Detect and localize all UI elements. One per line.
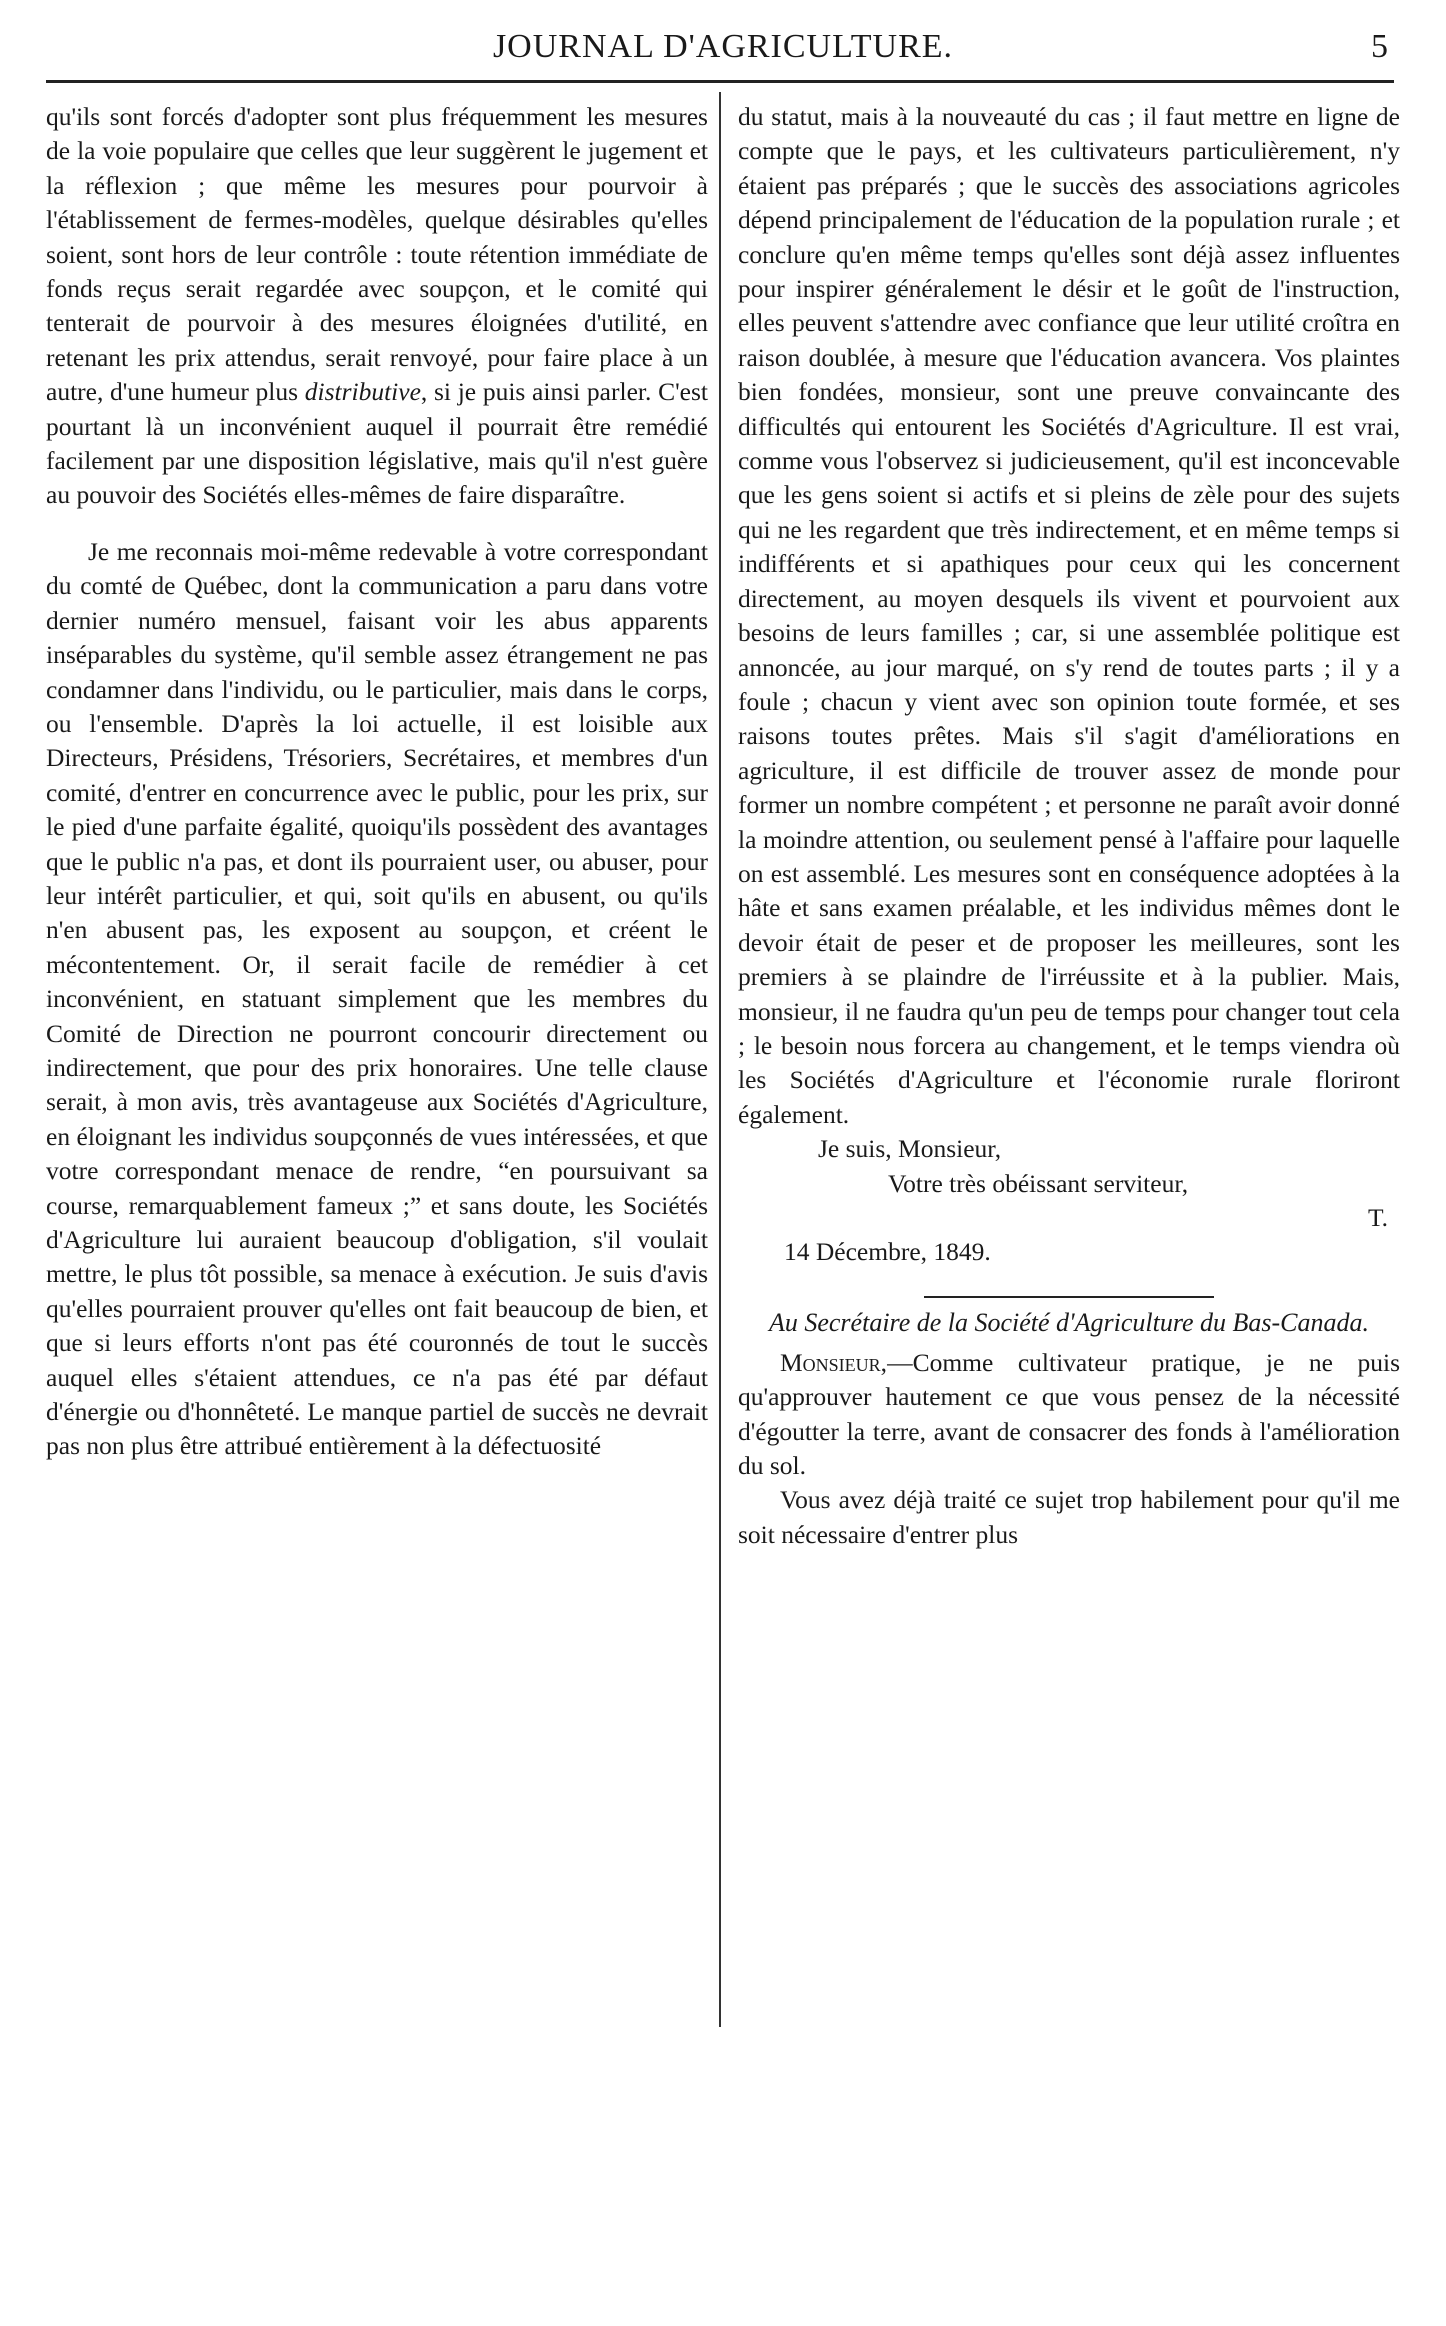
left-paragraph-1 (46, 100, 708, 513)
right-paragraph-3: Vous avez déjà traité ce sujet trop habilement pour qu'il me soit nécessaire d'entrer plus (738, 1485, 1400, 1549)
right-column (738, 100, 1400, 1552)
letter-heading: Au Secrétaire de la Société d'Agriculture du Bas-Canada. (768, 1307, 1370, 1337)
page-number: 5 (1371, 28, 1388, 65)
left-column (46, 100, 708, 1464)
journal-title: JOURNAL D'AGRICULTURE. (492, 28, 954, 65)
left-paragraph-2: Je me reconnais moi-même redevable à votre correspondant du comté de Québec, dont la communication a paru dans votre dernier numéro mensuel, faisant voir les abus apparents inséparables du système, qu'il semble assez étrangement ne pas condamner dans l'individu, ou le particulier, mais dans le corps, ou l'ensemble. D'après la loi actuelle, il est loisible aux Directeurs, Présidens, Trésoriers, Secrétaires, et membres d'un comité, d'entrer en concurrence avec le public, pour les prix, sur le pied d'une parfaite égalité, quoiqu'ils possèdent des avantages que le public n'a pas, et dont ils pourraient user, ou abuser, pour leur intérêt particulier, et qui, soit qu'ils en abusent, ou qu'ils n'en abusent pas, les exposent au soupçon, et créent le mécontentement. Or, il serait facile de remédier à cet inconvénient, en statuant simplement que les membres du Comité de Direction ne pourront concourir directement ou indirectement, que pour des prix honoraires. Une telle clause serait, à mon avis, très avantageuse aux Sociétés d'Agriculture, en éloignant les individus soupçonnés de vues intéressées, et que votre correspondant menace de rendre, “en poursuivant sa course, remarquablement fameux ;” et sans doute, les Sociétés d'Agriculture lui auraient beaucoup d'obligation, s'il voulait mettre, le plus tôt possible, sa menace à exécution. Je suis d'avis qu'elles pourraient prouver qu'elles ont fait beaucoup de bien, et que si leurs efforts n'ont pas été couronnés de tout le succès auquel elles s'étaient attendues, ce n'a pas été par défaut d'énergie ou d'honnêteté. Le manque partiel de succès ne devrait pas non plus être attribué entièrement à la défectuosité (46, 536, 708, 1461)
running-head (40, 28, 1406, 68)
right-paragraph-2 (738, 1346, 1400, 1484)
right-paragraph-2-text: —Comme cultivateur pratique, je ne puis qu'approuver hautement ce que vous pensez de la nécessité d'égoutter la terre, avant de consacrer des fonds à l'amélioration du sol. (738, 1347, 1400, 1481)
letter-salutation: Je suis, Monsieur, (818, 1134, 1002, 1164)
left-paragraph-1-text: qu'ils sont forcés d'adopter sont plus fréquemment les mesures de la voie populaire que celles que leur suggèrent le jugement et la réflexion ; que même les mesures pour pourvoir à l'établissement de fermes-modèles, quelque désirables qu'elles soient, sont hors de leur contrôle : toute rétention immédiate de fonds reçus serait regardée avec soupçon, et le comité qui tenterait de pourvoir à des mesures éloignées d'utilité, en retenant les prix attendus, serait renvoyé, pour faire place à un autre, d'une humeur plus (46, 102, 708, 407)
left-paragraph-1-italic: distributive (304, 377, 421, 407)
column-divider (719, 92, 721, 2027)
letter-date: 14 Décembre, 1849. (784, 1237, 991, 1267)
right-paragraph-1: du statut, mais à la nouveauté du cas ; il faut mettre en ligne de compte que le pays, et les cultivateurs particulièrement, n'y étaient pas préparés ; que le succès des associations agricoles dépend principalement de l'éducation de la population rurale ; et conclure qu'en même temps qu'elles sont déjà assez influentes pour inspirer généralement le désir et le goût de l'instruction, elles peuvent s'attendre avec confiance que leur utilité croîtra en raison doublée, à mesure que l'éducation avancera. Vos plaintes bien fondées, monsieur, sont une preuve convaincante des difficultés qui entourent les Sociétés d'Agriculture. Il est vrai, comme vous l'observez si judicieusement, qu'il est inconcevable que les gens soient si actifs et si pleins de zèle pour des sujets qui ne les regardent que très indirectement, et en même temps si indifférents et si apathiques pour ceux qui les concernent directement, au moyen desquels ils vivent et pourvoient aux besoins de leurs familles ; car, si une assemblée politique est annoncée, au jour marqué, on s'y rend de toutes parts ; il y a foule ; chacun y vient avec son opinion toute formée, et ses raisons toutes prêtes. Mais s'il s'agit d'améliorations en agriculture, il est difficile de trouver assez de monde pour former un nombre compétent ; et personne ne paraît avoir donné la moindre attention, ou seulement pensé à l'affaire pour laquelle on est assemblé. Les mesures sont en conséquence adoptées à la hâte et sans examen préalable, et les individus mêmes dont le devoir était de peser et de proposer les meilleures, sont les premiers à se plaindre de l'irréussite et à la publier. Mais, monsieur, il ne faudra qu'un peu de temps pour changer tout cela ; le besoin nous forcera au changement, et le temps viendra où les Sociétés d'Agriculture et l'économie rurale floriront également. (738, 102, 1400, 1129)
letter-signature: T. (1367, 1203, 1388, 1232)
header-rule (46, 80, 1394, 83)
letter-closing: Votre très obéissant serviteur, (888, 1168, 1189, 1198)
left-paragraph-1-end: , si je puis ainsi parler. C'est pourtant là un inconvénient auquel il pourrait être remédié facilement par une disposition législative, mais qu'il n'est guère au pouvoir des Sociétés elles-mêmes de faire disparaître. (46, 377, 708, 510)
section-rule (924, 1296, 1214, 1298)
letter-opening-word: Monsieur, (780, 1347, 888, 1377)
